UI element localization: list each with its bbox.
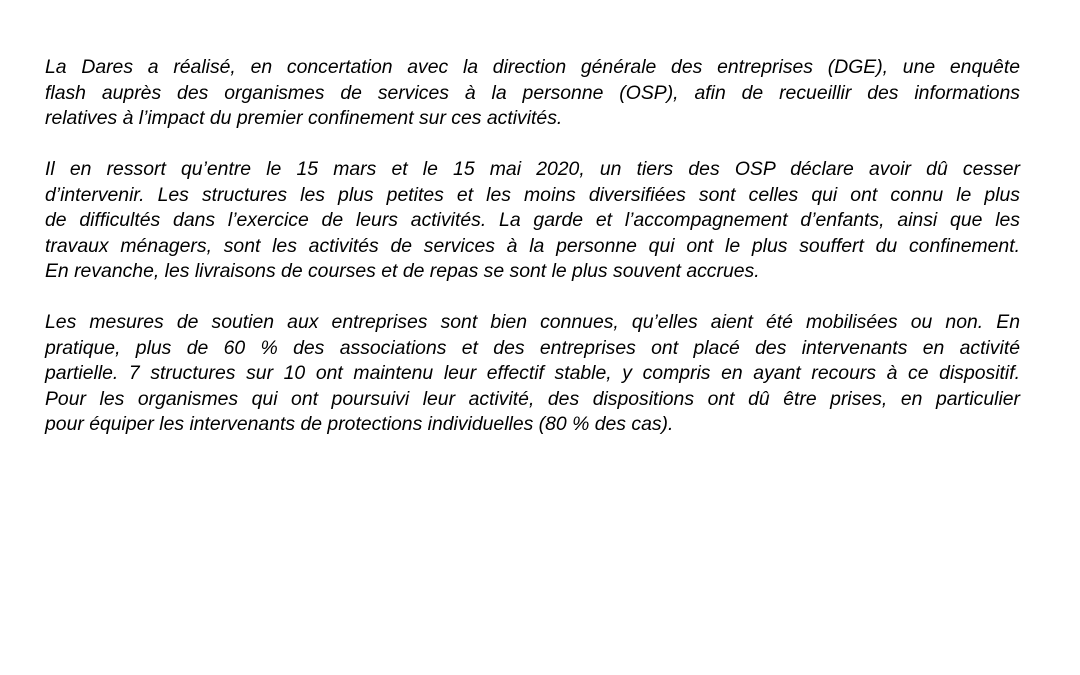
- text-line: d’intervenir. Les structures les plus petites et les moins diversifiées sont celles qui ont connu le plus: [45, 183, 1020, 206]
- text-line: pratique, plus de 60 % des associations et des entreprises ont placé des intervenants en activité: [45, 336, 1020, 359]
- text-line: travaux ménagers, sont les activités de services à la personne qui ont le plus souffert du confinement.: [45, 234, 1020, 257]
- text-line: pour équiper les intervenants de protections individuelles (80 % des cas).: [45, 413, 674, 435]
- text-line: de difficultés dans l’exercice de leurs activités. La garde et l’accompagnement d’enfants, ainsi que les: [45, 209, 1020, 231]
- text-line: partielle. 7 structures sur 10 ont maintenu leur effectif stable, y compris en ayant recours à ce dispositif.: [45, 362, 1020, 384]
- text-line: En revanche, les livraisons de courses et de repas se sont le plus souvent accrues.: [45, 260, 760, 282]
- paragraph-support-measures: [45, 310, 1020, 438]
- paragraph-findings: [45, 157, 1020, 285]
- text-line: relatives à l’impact du premier confinement sur ces activités.: [45, 107, 563, 129]
- paragraph-survey-intro: [45, 55, 1020, 132]
- text-line: Il en ressort qu’entre le 15 mars et le 15 mai 2020, un tiers des OSP déclare avoir dû cesser: [45, 158, 1020, 180]
- text-line: Pour les organismes qui ont poursuivi leur activité, des dispositions ont dû être prises, en particulier: [45, 387, 1020, 410]
- text-line: Les mesures de soutien aux entreprises sont bien connues, qu’elles aient été mobilisées ou non. En: [45, 311, 1020, 333]
- text-line: La Dares a réalisé, en concertation avec la direction générale des entreprises (DGE), une enquête: [45, 56, 1020, 78]
- text-line: flash auprès des organismes de services à la personne (OSP), afin de recueillir des informations: [45, 81, 1020, 104]
